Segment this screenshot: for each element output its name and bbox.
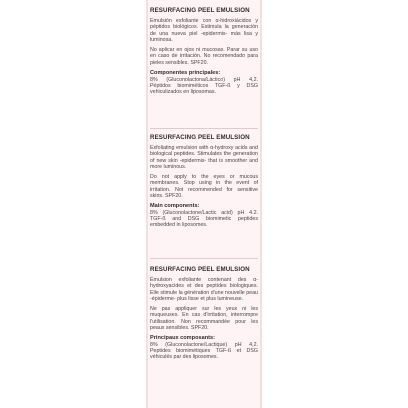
- label-section-spanish: [150, 7, 258, 99]
- components-text: 8% (Gluconolactona/Láctico) pH 4,2. Péptidos biomiméticos TGF-ß y DSG vehiculizados en liposomas.: [150, 76, 258, 96]
- section-title: RESURFACING PEEL EMULSION: [150, 266, 250, 273]
- section-divider: [150, 128, 258, 129]
- section-divider: [150, 258, 258, 259]
- components-heading: Componentes principales:: [150, 70, 221, 77]
- description-text: Émulsion exfoliante contenant des α-hydroxyacides et des peptides biologiques. Elle stimule la génération d'une nouvelle peau -épiderme- plus lisse et plus lumineuse.: [150, 277, 258, 302]
- label-section-french: [150, 266, 258, 365]
- components-heading: Principaux composants:: [150, 335, 215, 342]
- warning-text: No aplicar en ojos ni mucosas. Parar su uso en caso de irritación. No recomendado para pieles sensibles. SPF20.: [150, 47, 258, 66]
- product-label: [146, 0, 262, 408]
- section-title: RESURFACING PEEL EMULSION: [150, 7, 250, 14]
- description-text: Emulsión exfoliante con α-hidroxiácidos y péptidos biológicos. Estimula la generación de una nueva piel -epidermis- más lisa y luminosa.: [150, 18, 258, 43]
- components-text: 8% (Gluconolactone/Lactic acid) pH 4.2. TGF-ß and DSG biomimetic peptides embedded in liposomes.: [150, 209, 258, 229]
- warning-text: Ne pas appliquer sur les yeux ni les muqueuses. En cas d'irritation, interrompre l'utilisation. Non recommandée pour les peaux sensibles. SPF20.: [150, 306, 258, 332]
- warning-text: Do not apply to the eyes or mucous membranes. Stop using in the event of irritation. Not recommended for sensitive skins. SPF20.: [150, 174, 258, 200]
- description-text: Exfoliating emulsion with α-hydroxy acids and biological peptides. Stimulates the generation of new skin -epidermis- that is smoother and more luminous.: [150, 145, 258, 170]
- components-heading: Main components:: [150, 203, 200, 210]
- section-title: RESURFACING PEEL EMULSION: [150, 134, 250, 141]
- label-section-english: [150, 134, 258, 233]
- components-text: 8% (Gluconolactone/Lactique) pH 4,2. Peptides biomimétiques TGF-ß et DSG véhiculés par des liposomes.: [150, 341, 258, 361]
